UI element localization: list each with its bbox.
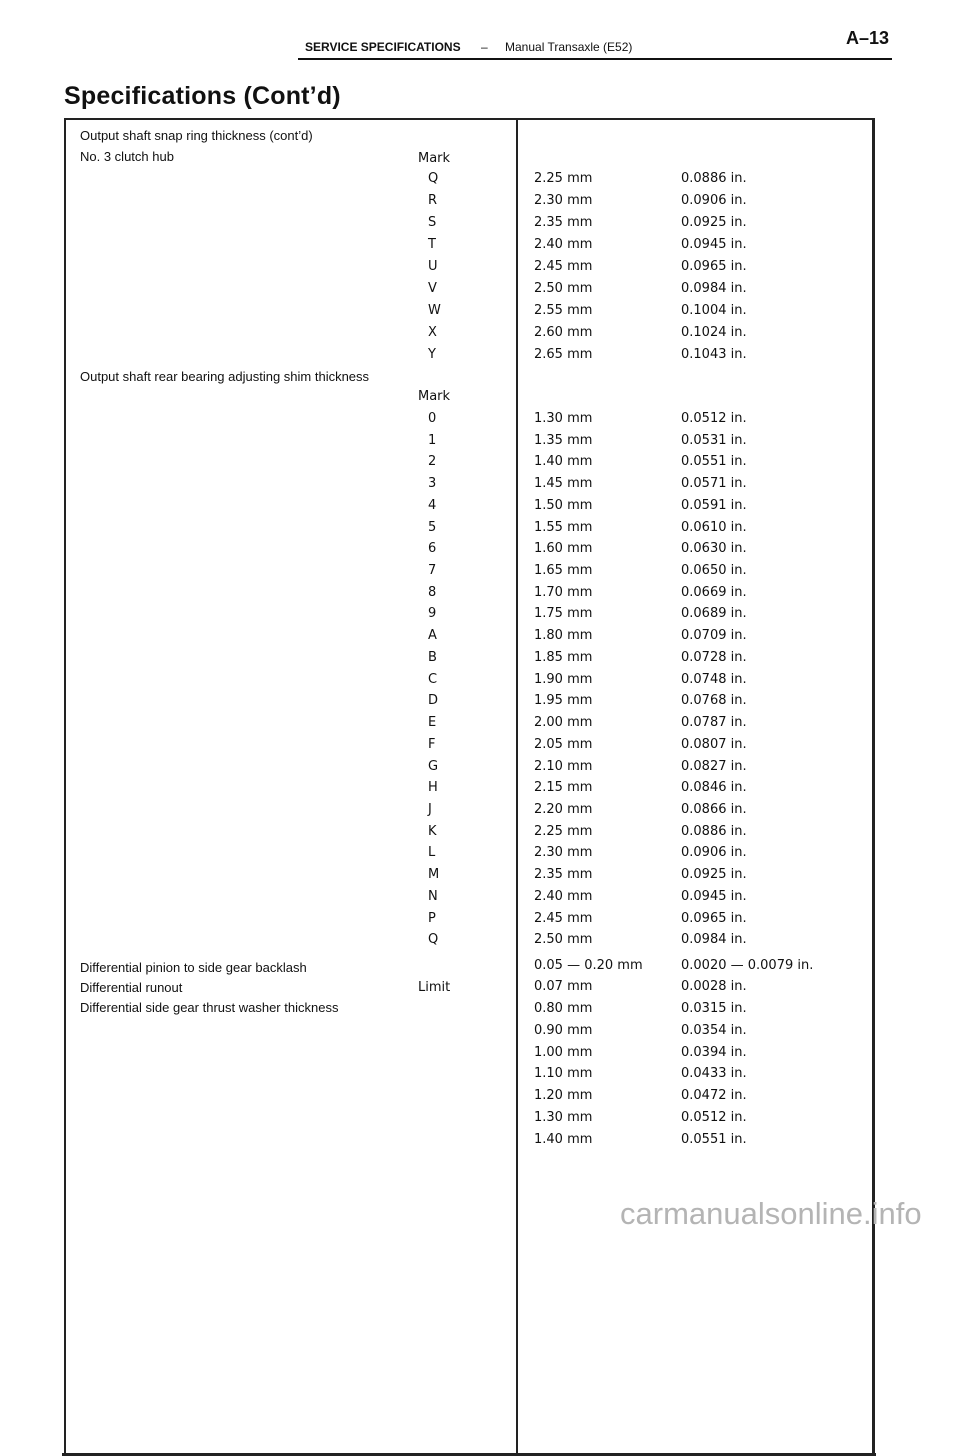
mark-cell: Q (428, 932, 439, 948)
mm-value-cell: 1.95 mm (534, 693, 593, 709)
inch-value-cell: 0.0965 in. (681, 259, 747, 274)
inch-value-cell: 0.0689 in. (681, 606, 747, 622)
table-border-top (64, 118, 874, 120)
header-document-title: Manual Transaxle (E52) (505, 40, 633, 54)
mm-value-cell: 2.60 mm (534, 325, 593, 340)
mm-value-cell: 1.85 mm (534, 649, 593, 665)
snap-ring-label: Output shaft snap ring thickness (cont’d) (80, 128, 313, 143)
inch-value-cell: 0.0866 in. (681, 801, 747, 817)
inch-value-cell: 0.0768 in. (681, 693, 747, 709)
mark-cell: E (428, 715, 437, 731)
mm-value-cell: 1.40 mm (534, 1131, 593, 1147)
inch-value-cell: 0.0650 in. (681, 563, 747, 579)
inch-value-cell: 0.0984 in. (681, 932, 747, 948)
mark-cell: 5 (428, 519, 437, 535)
mm-value-cell: 2.65 mm (534, 347, 593, 362)
mm-value-cell: 1.50 mm (534, 497, 593, 513)
mark-cell: F (428, 736, 436, 752)
mark-cell: 2 (428, 454, 437, 470)
mark-cell: B (428, 649, 437, 665)
inch-value-cell: 0.0669 in. (681, 584, 747, 600)
page-title: Specifications (Cont’d) (64, 82, 341, 110)
mark-cell: U (428, 259, 438, 274)
inch-value-cell: 0.0610 in. (681, 519, 747, 535)
mark-cell: P (428, 910, 436, 926)
mm-value-cell: 1.75 mm (534, 606, 593, 622)
mark-cell: R (428, 193, 438, 208)
mm-value-cell: 1.30 mm (534, 411, 593, 426)
mm-value-cell: 2.55 mm (534, 303, 593, 318)
inch-value-cell: 0.0531 in. (681, 432, 747, 448)
inch-value-cell: 0.0551 in. (681, 1131, 747, 1147)
inch-value-cell: 0.0886 in. (681, 171, 747, 186)
mm-value-cell: 1.30 mm (534, 1110, 593, 1125)
mark-cell: V (428, 281, 437, 296)
inch-value-cell: 0.0354 in. (681, 1022, 747, 1038)
mark-cell: 7 (428, 563, 437, 579)
inch-value-cell: 0.0571 in. (681, 476, 747, 492)
mm-value-cell: 1.70 mm (534, 584, 593, 600)
mm-value-cell: 2.15 mm (534, 780, 593, 796)
inch-value-cell: 0.0472 in. (681, 1088, 747, 1104)
mark-cell: C (428, 671, 438, 687)
page-number: A–13 (846, 28, 890, 48)
mm-value-cell: 1.90 mm (534, 671, 593, 687)
table-column-divider (516, 118, 518, 1456)
mark-cell: 6 (428, 541, 437, 557)
mm-value-cell: 2.45 mm (534, 910, 593, 926)
mm-value-cell: 2.30 mm (534, 193, 593, 208)
mark-cell: X (428, 325, 437, 340)
mm-value-cell: 2.40 mm (534, 888, 593, 904)
runout-inch: 0.0028 in. (681, 979, 747, 994)
mm-value-cell: 2.50 mm (534, 281, 593, 296)
mark-cell: G (428, 758, 439, 774)
mm-value-cell: 1.20 mm (534, 1088, 593, 1104)
mark-cell: J (428, 801, 432, 817)
mark-cell: T (428, 237, 436, 252)
snap-ring-mark-header: Mark (418, 151, 451, 166)
inch-value-cell: 0.0748 in. (681, 671, 747, 687)
mm-value-cell: 1.35 mm (534, 432, 593, 448)
inch-value-cell: 0.0787 in. (681, 715, 747, 731)
header-separator: – (481, 40, 488, 54)
backlash-inch: 0.0020 — 0.0079 in. (681, 958, 814, 973)
mm-value-cell: 2.50 mm (534, 932, 593, 948)
mark-cell: 9 (428, 606, 437, 622)
table-border-right (872, 118, 875, 1456)
table-border-left (64, 118, 66, 1456)
mark-cell: S (428, 215, 437, 230)
mm-value-cell: 1.80 mm (534, 628, 593, 644)
inch-value-cell: 0.0394 in. (681, 1044, 747, 1060)
inch-value-cell: 0.0984 in. (681, 281, 747, 296)
inch-value-cell: 0.0906 in. (681, 845, 747, 861)
shim-mark-header: Mark (418, 389, 451, 404)
mm-value-cell: 2.00 mm (534, 715, 593, 731)
mm-value-cell: 2.25 mm (534, 823, 593, 839)
backlash-label: Differential pinion to side gear backlash (80, 960, 307, 975)
mm-value-cell: 2.35 mm (534, 867, 593, 883)
mm-value-cell: 2.35 mm (534, 215, 593, 230)
mm-value-cell: 1.65 mm (534, 563, 593, 579)
mark-cell: M (428, 867, 440, 883)
mm-value-cell: 2.30 mm (534, 845, 593, 861)
inch-value-cell: 0.0925 in. (681, 215, 747, 230)
mm-value-cell: 1.55 mm (534, 519, 593, 535)
inch-value-cell: 0.1004 in. (681, 303, 747, 318)
backlash-mm: 0.05 — 0.20 mm (534, 958, 643, 973)
mark-cell: 3 (428, 476, 437, 492)
mm-value-cell: 2.10 mm (534, 758, 593, 774)
mm-value-cell: 1.10 mm (534, 1066, 593, 1082)
mark-cell: K (428, 823, 437, 839)
inch-value-cell: 0.0630 in. (681, 541, 747, 557)
mark-cell: 8 (428, 584, 437, 600)
mark-cell: H (428, 780, 438, 796)
shim-label: Output shaft rear bearing adjusting shim thickness (80, 369, 370, 384)
inch-value-cell: 0.1024 in. (681, 325, 747, 340)
header-rule (298, 58, 892, 60)
inch-value-cell: 0.0846 in. (681, 780, 747, 796)
mm-value-cell: 2.45 mm (534, 259, 593, 274)
inch-value-cell: 0.0827 in. (681, 758, 747, 774)
mm-value-cell: 1.45 mm (534, 476, 593, 492)
mark-cell: L (428, 845, 436, 861)
watermark: carmanualsonline.info (620, 1196, 922, 1231)
header-section-title: SERVICE SPECIFICATIONS (305, 40, 461, 54)
mark-cell: A (428, 628, 437, 644)
mm-value-cell: 1.60 mm (534, 541, 593, 557)
inch-value-cell: 0.0315 in. (681, 1001, 747, 1016)
inch-value-cell: 0.0512 in. (681, 411, 747, 426)
runout-label: Differential runout (80, 980, 183, 995)
mm-value-cell: 0.80 mm (534, 1001, 593, 1016)
mark-cell: Q (428, 171, 439, 186)
mark-cell: 0 (428, 411, 437, 426)
mark-cell: 1 (428, 432, 437, 448)
inch-value-cell: 0.0906 in. (681, 193, 747, 208)
mark-cell: 4 (428, 497, 437, 513)
clutch-hub-label: No. 3 clutch hub (80, 149, 174, 164)
mm-value-cell: 2.25 mm (534, 171, 593, 186)
inch-value-cell: 0.0965 in. (681, 910, 747, 926)
mm-value-cell: 2.05 mm (534, 736, 593, 752)
runout-limit: Limit (418, 980, 451, 995)
inch-value-cell: 0.0591 in. (681, 497, 747, 513)
mark-cell: Y (428, 347, 436, 362)
mm-value-cell: 0.90 mm (534, 1022, 593, 1038)
thrust-washer-label: Differential side gear thrust washer thickness (80, 1000, 339, 1015)
inch-value-cell: 0.0551 in. (681, 454, 747, 470)
inch-value-cell: 0.0945 in. (681, 888, 747, 904)
inch-value-cell: 0.0945 in. (681, 237, 747, 252)
mm-value-cell: 2.40 mm (534, 237, 593, 252)
mark-cell: N (428, 888, 438, 904)
inch-value-cell: 0.0433 in. (681, 1066, 747, 1082)
inch-value-cell: 0.1043 in. (681, 347, 747, 362)
runout-mm: 0.07 mm (534, 979, 593, 994)
mm-value-cell: 1.00 mm (534, 1044, 593, 1060)
inch-value-cell: 0.0512 in. (681, 1110, 747, 1125)
inch-value-cell: 0.0728 in. (681, 649, 747, 665)
mark-cell: D (428, 693, 439, 709)
inch-value-cell: 0.0886 in. (681, 823, 747, 839)
mark-cell: W (428, 303, 441, 318)
inch-value-cell: 0.0709 in. (681, 628, 747, 644)
mm-value-cell: 2.20 mm (534, 801, 593, 817)
inch-value-cell: 0.0925 in. (681, 867, 747, 883)
mm-value-cell: 1.40 mm (534, 454, 593, 470)
inch-value-cell: 0.0807 in. (681, 736, 747, 752)
